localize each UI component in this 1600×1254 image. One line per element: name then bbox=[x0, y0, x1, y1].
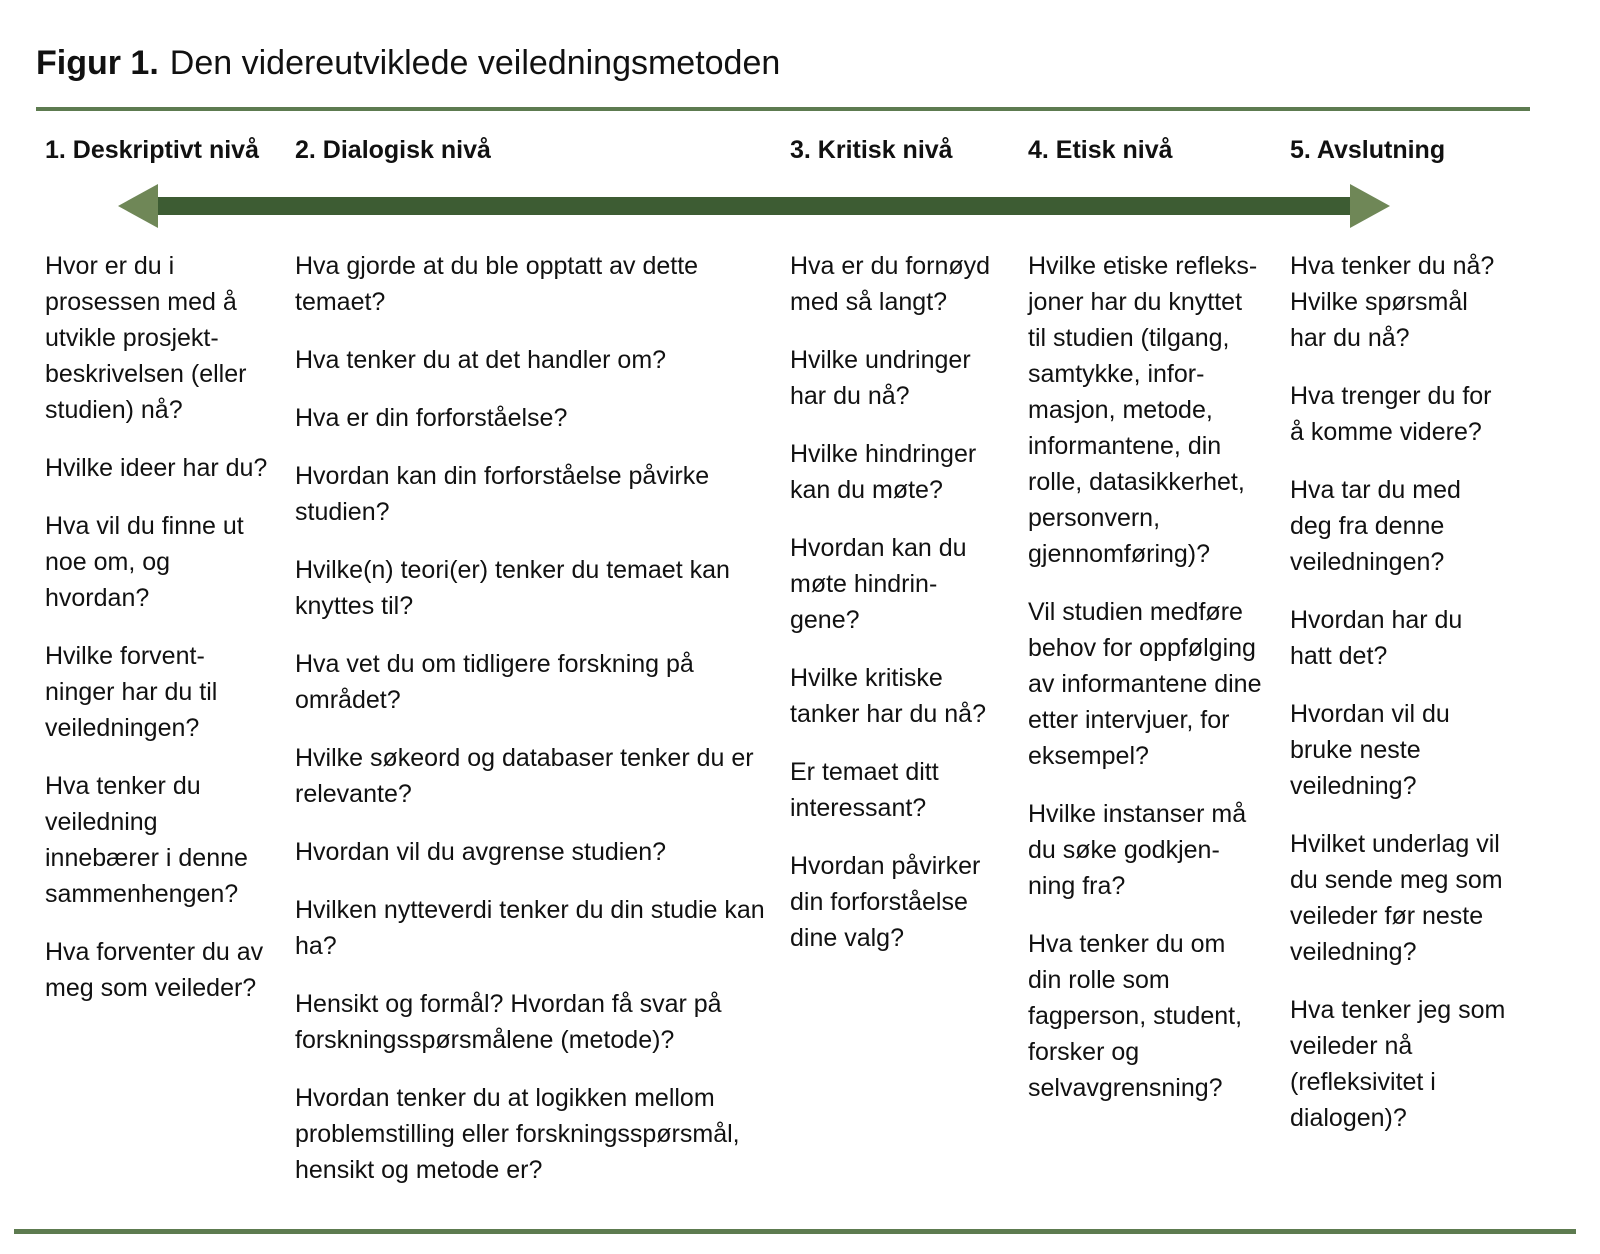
question-item: Vil studien medføre behov for oppfølging av informantene dine etter intervjuer, for eksempel? bbox=[1028, 598, 1262, 770]
question-list-ethical bbox=[1028, 248, 1264, 1106]
column-critical bbox=[790, 248, 1028, 1210]
question-item: Hvordan har du hatt det? bbox=[1290, 606, 1463, 670]
question-item: Er temaet ditt interessant? bbox=[790, 758, 939, 822]
question-item: Hvordan påvirker din forforståelse dine valg? bbox=[790, 852, 981, 952]
column-ethical bbox=[1028, 248, 1290, 1210]
question-item: Hvilke(n) teori(er) tenker du temaet kan knyttes til? bbox=[295, 556, 730, 620]
question-item: Hvilke søkeord og databaser tenker du er relevante? bbox=[295, 744, 754, 808]
bidirectional-process-arrow bbox=[118, 184, 1390, 228]
question-item: Hva trenger du for å komme videre? bbox=[1290, 382, 1492, 446]
question-item: Hvilken nytteverdi tenker du din studie kan ha? bbox=[295, 896, 765, 960]
figure-title: Den videreutviklede veiledningsmetoden bbox=[169, 44, 781, 82]
question-item: Hvordan vil du avgrense studien? bbox=[295, 838, 667, 866]
question-item: Hvordan kan din forforståelse påvirke studien? bbox=[295, 462, 710, 526]
column-closing bbox=[1290, 248, 1535, 1210]
figure-label: Figur 1. bbox=[36, 44, 159, 82]
question-item: Hva forventer du av meg som veileder? bbox=[45, 938, 264, 1002]
question-list-descriptive bbox=[45, 248, 269, 1006]
question-item: Hvilket underlag vil du sende meg som veileder før neste veiledning? bbox=[1290, 830, 1503, 966]
question-item: Hvilke instanser må du søke godkjen-ning fra? bbox=[1028, 800, 1247, 900]
column-descriptive bbox=[45, 248, 295, 1210]
column-header-critical: 3. Kritisk nivå bbox=[790, 136, 953, 164]
column-headers bbox=[45, 134, 1535, 167]
figure-caption bbox=[36, 42, 780, 85]
question-item: Hva tenker du nå? Hvilke spørsmål har du nå? bbox=[1290, 252, 1495, 352]
arrow-shaft bbox=[158, 197, 1350, 215]
question-item: Hvilke kritiske tanker har du nå? bbox=[790, 664, 986, 728]
column-header-closing: 5. Avslutning bbox=[1290, 136, 1446, 164]
question-item: Hvilke hindringer kan du møte? bbox=[790, 440, 977, 504]
question-list-critical bbox=[790, 248, 1002, 956]
question-list-closing bbox=[1290, 248, 1509, 1136]
question-columns bbox=[45, 248, 1535, 1210]
question-item: Hva tar du med deg fra denne veiledningen? bbox=[1290, 476, 1461, 576]
question-item: Hvor er du i prosessen med å utvikle prosjekt-beskrivelsen (eller studien) nå? bbox=[45, 252, 247, 424]
question-item: Hva er du fornøyd med så langt? bbox=[790, 252, 991, 316]
question-item: Hva tenker du veiledning innebærer i denne sammenhengen? bbox=[45, 772, 248, 908]
question-item: Hvilke undringer har du nå? bbox=[790, 346, 971, 410]
question-item: Hvilke forvent-ninger har du til veiledningen? bbox=[45, 642, 218, 742]
question-item: Hvilke etiske refleks-joner har du knyttet til studien (tilgang, samtykke, infor-masjon, metode, informantene, din rolle, datasikkerhet, personvern, gjennomføring)? bbox=[1028, 252, 1258, 568]
question-item: Hvordan tenker du at logikken mellom problemstilling eller forskningsspørsmål, hensikt og metode er? bbox=[295, 1084, 740, 1184]
arrow-left-head-icon bbox=[118, 184, 158, 228]
bottom-divider bbox=[14, 1229, 1576, 1234]
question-item: Hva vet du om tidligere forskning på området? bbox=[295, 650, 694, 714]
question-item: Hva vil du finne ut noe om, og hvordan? bbox=[45, 512, 244, 612]
arrow-right-head-icon bbox=[1350, 184, 1390, 228]
column-header-dialogic: 2. Dialogisk nivå bbox=[295, 136, 491, 164]
question-item: Hva tenker du at det handler om? bbox=[295, 346, 667, 374]
top-divider bbox=[36, 107, 1530, 111]
question-item: Hvilke ideer har du? bbox=[45, 454, 268, 482]
question-item: Hensikt og formål? Hvordan få svar på forskningsspørsmålene (metode)? bbox=[295, 990, 722, 1054]
column-header-ethical: 4. Etisk nivå bbox=[1028, 136, 1173, 164]
question-item: Hva tenker jeg som veileder nå (refleksivitet i dialogen)? bbox=[1290, 996, 1506, 1132]
question-item: Hvordan vil du bruke neste veiledning? bbox=[1290, 700, 1450, 800]
question-item: Hvordan kan du møte hindrin-gene? bbox=[790, 534, 967, 634]
column-header-descriptive: 1. Deskriptivt nivå bbox=[45, 136, 259, 164]
question-list-dialogic bbox=[295, 248, 772, 1188]
question-item: Hva gjorde at du ble opptatt av dette temaet? bbox=[295, 252, 699, 316]
question-item: Hva tenker du om din rolle som fagperson, student, forsker og selvavgrensning? bbox=[1028, 930, 1243, 1102]
question-item: Hva er din forforståelse? bbox=[295, 404, 568, 432]
column-dialogic bbox=[295, 248, 790, 1210]
